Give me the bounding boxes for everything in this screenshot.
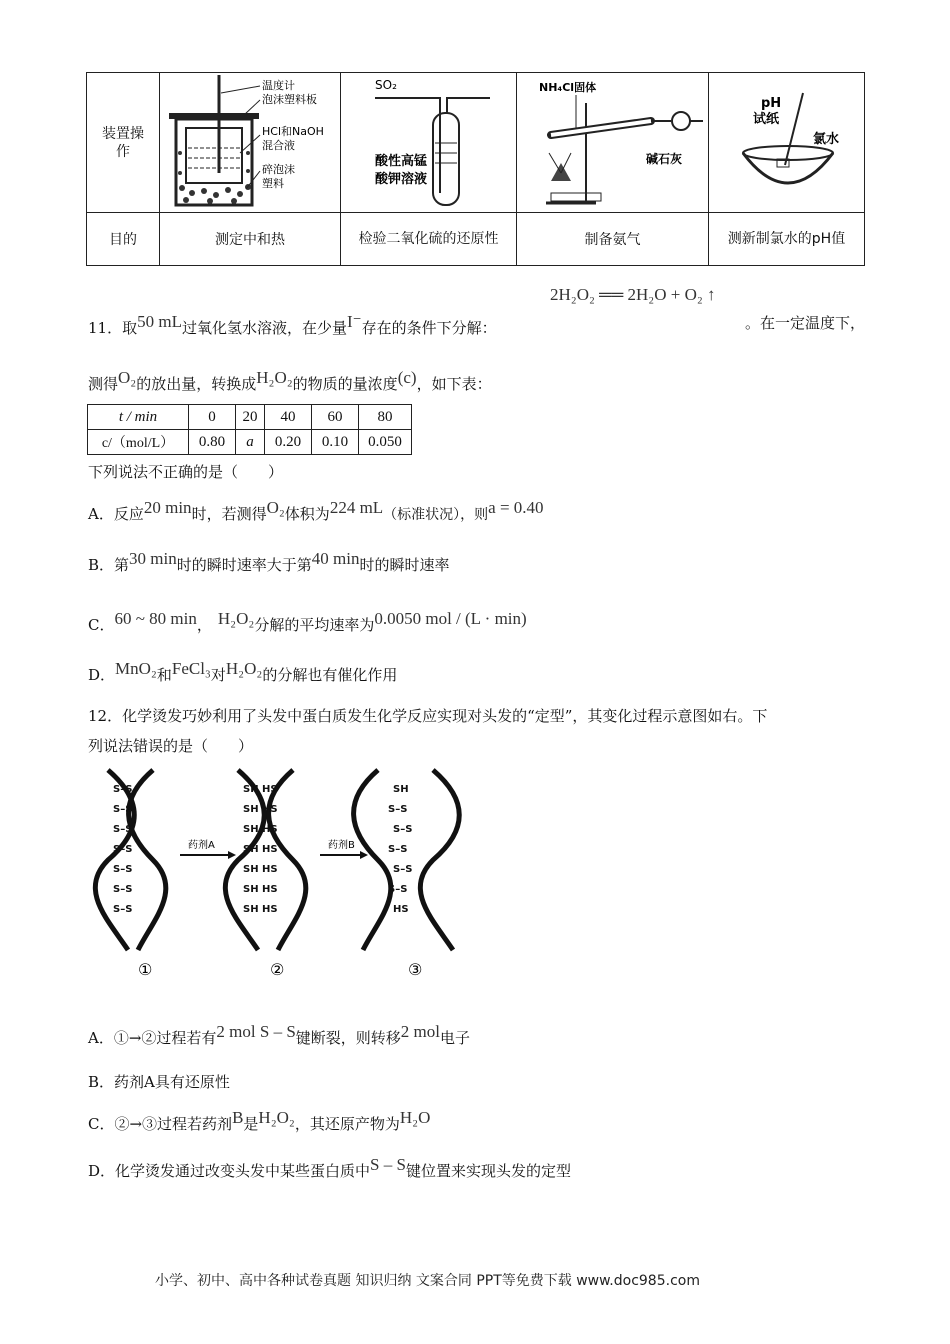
concentration-table xyxy=(87,404,412,455)
perm-process-figure xyxy=(88,760,478,989)
label-thermometer: 温度计 xyxy=(262,79,295,92)
q11-option-b: B．第30 min时的瞬时速率大于第40 min时的瞬时速率 xyxy=(88,549,450,574)
caption-2: ② xyxy=(270,960,285,979)
table-row: t / min 0 20 40 60 80 xyxy=(88,405,412,430)
page-footer: 小学、初中、高中各种试卷真题 知识归纳 文案合同 PPT等免费下载 www.doc985.com xyxy=(155,1273,700,1289)
ph-test-figure xyxy=(709,73,865,213)
purpose-1: 测定中和热 xyxy=(160,213,341,266)
svg-text:S–S: S–S xyxy=(388,884,408,895)
label-nh4cl: NH₄Cl固体 xyxy=(539,81,597,94)
ammonia-prep-figure xyxy=(517,73,709,213)
svg-text:S–S: S–S xyxy=(113,864,133,875)
q12-option-c: C．②→③过程若药剂B是H₂O₂，其还原产物为H₂O xyxy=(88,1108,431,1133)
arrow-label-a: 药剂A xyxy=(188,840,215,851)
label-mixture: 混合液 xyxy=(262,139,295,152)
svg-text:S–S: S–S xyxy=(113,824,133,835)
svg-text:SH HS: SH HS xyxy=(243,824,278,835)
label-ph: pH xyxy=(761,96,782,111)
svg-text:HS: HS xyxy=(393,904,409,915)
svg-text:S–S: S–S xyxy=(113,884,133,895)
q11-line2: 测得O₂的放出量，转换成H₂O₂的物质的量浓度(c)，如下表： xyxy=(88,368,492,393)
row-label-purpose: 目的 xyxy=(87,213,160,266)
q12-stem-1: 12．化学烫发巧妙利用了头发中蛋白质发生化学反应实现对头发的“定型”，其变化过程示意图如右。下 xyxy=(88,707,768,725)
q11-stem: 下列说法不正确的是（ ） xyxy=(88,463,284,481)
arrow-label-b: 药剂B xyxy=(328,840,355,851)
label-kmno4-2: 酸钾溶液 xyxy=(375,172,428,187)
q12-option-a: A．①→②过程若有2 mol S – S键断裂，则转移2 mol电子 xyxy=(88,1022,471,1047)
svg-text:S–S: S–S xyxy=(388,804,408,815)
purpose-4: 测新制氯水的pH值 xyxy=(709,213,865,266)
q11-line1-end: 。在一定温度下， xyxy=(745,314,866,332)
label-plastic: 塑料 xyxy=(262,177,284,190)
label-soda-lime: 碱石灰 xyxy=(646,152,683,166)
caption-1: ① xyxy=(138,960,153,979)
row-label-apparatus: 装置操作 xyxy=(87,73,160,213)
purpose-2: 检验二氧化硫的还原性 xyxy=(341,213,517,266)
purpose-3: 制备氨气 xyxy=(517,213,709,266)
svg-text:S–S: S–S xyxy=(393,824,413,835)
label-so2: SO₂ xyxy=(375,78,397,92)
svg-text:S–S: S–S xyxy=(113,844,133,855)
label-broken-foam: 碎泡沫 xyxy=(262,163,295,176)
svg-text:S–S: S–S xyxy=(113,784,133,795)
label-foam-board: 泡沫塑料板 xyxy=(262,93,317,106)
svg-text:S–S: S–S xyxy=(388,844,408,855)
q12-option-d: D．化学烫发通过改变头发中某些蛋白质中S – S键位置来实现头发的定型 xyxy=(88,1155,571,1180)
q11-option-a: A．反应20 min时，若测得O₂体积为224 mL（标准状况），则a = 0.40 xyxy=(88,498,544,523)
label-kmno4-1: 酸性高锰 xyxy=(375,154,428,169)
svg-text:S–S: S–S xyxy=(113,904,133,915)
svg-text:SH HS: SH HS xyxy=(243,904,278,915)
svg-text:S–S: S–S xyxy=(113,804,133,815)
q11-option-c: C．60 ~ 80 min， H₂O₂分解的平均速率为0.0050 mol / (L · min) xyxy=(88,609,527,634)
svg-text:SH HS: SH HS xyxy=(243,864,278,875)
svg-text:SH HS: SH HS xyxy=(243,884,278,895)
svg-text:SH HS: SH HS xyxy=(243,804,278,815)
q12-option-b: B．药剂A具有还原性 xyxy=(88,1073,230,1091)
q11-line1: 11．取50 mL过氧化氢水溶液，在少量I⁻存在的条件下分解： xyxy=(88,312,497,337)
label-hcl-naoh: HCl和NaOH xyxy=(262,125,324,138)
label-chlorine-water: 氯水 xyxy=(813,132,840,147)
calorimeter-figure xyxy=(160,73,341,213)
q12-stem-2: 列说法错误的是（ ） xyxy=(88,737,254,755)
q11-option-d: D．MnO₂和FeCl₃对H₂O₂的分解也有催化作用 xyxy=(88,659,398,684)
caption-3: ③ xyxy=(408,960,423,979)
svg-text:SH HS: SH HS xyxy=(243,784,278,795)
table-row: c/（mol/L） 0.80 a 0.20 0.10 0.050 xyxy=(88,430,412,455)
svg-text:SH HS: SH HS xyxy=(243,844,278,855)
apparatus-table xyxy=(86,72,865,266)
so2-test-figure xyxy=(341,73,517,213)
decomposition-equation: 2H₂O₂ ══ 2H₂O + O₂ ↑ xyxy=(550,285,716,304)
label-paper: 试纸 xyxy=(753,112,780,127)
svg-text:SH: SH xyxy=(393,784,409,795)
svg-text:S–S: S–S xyxy=(393,864,413,875)
